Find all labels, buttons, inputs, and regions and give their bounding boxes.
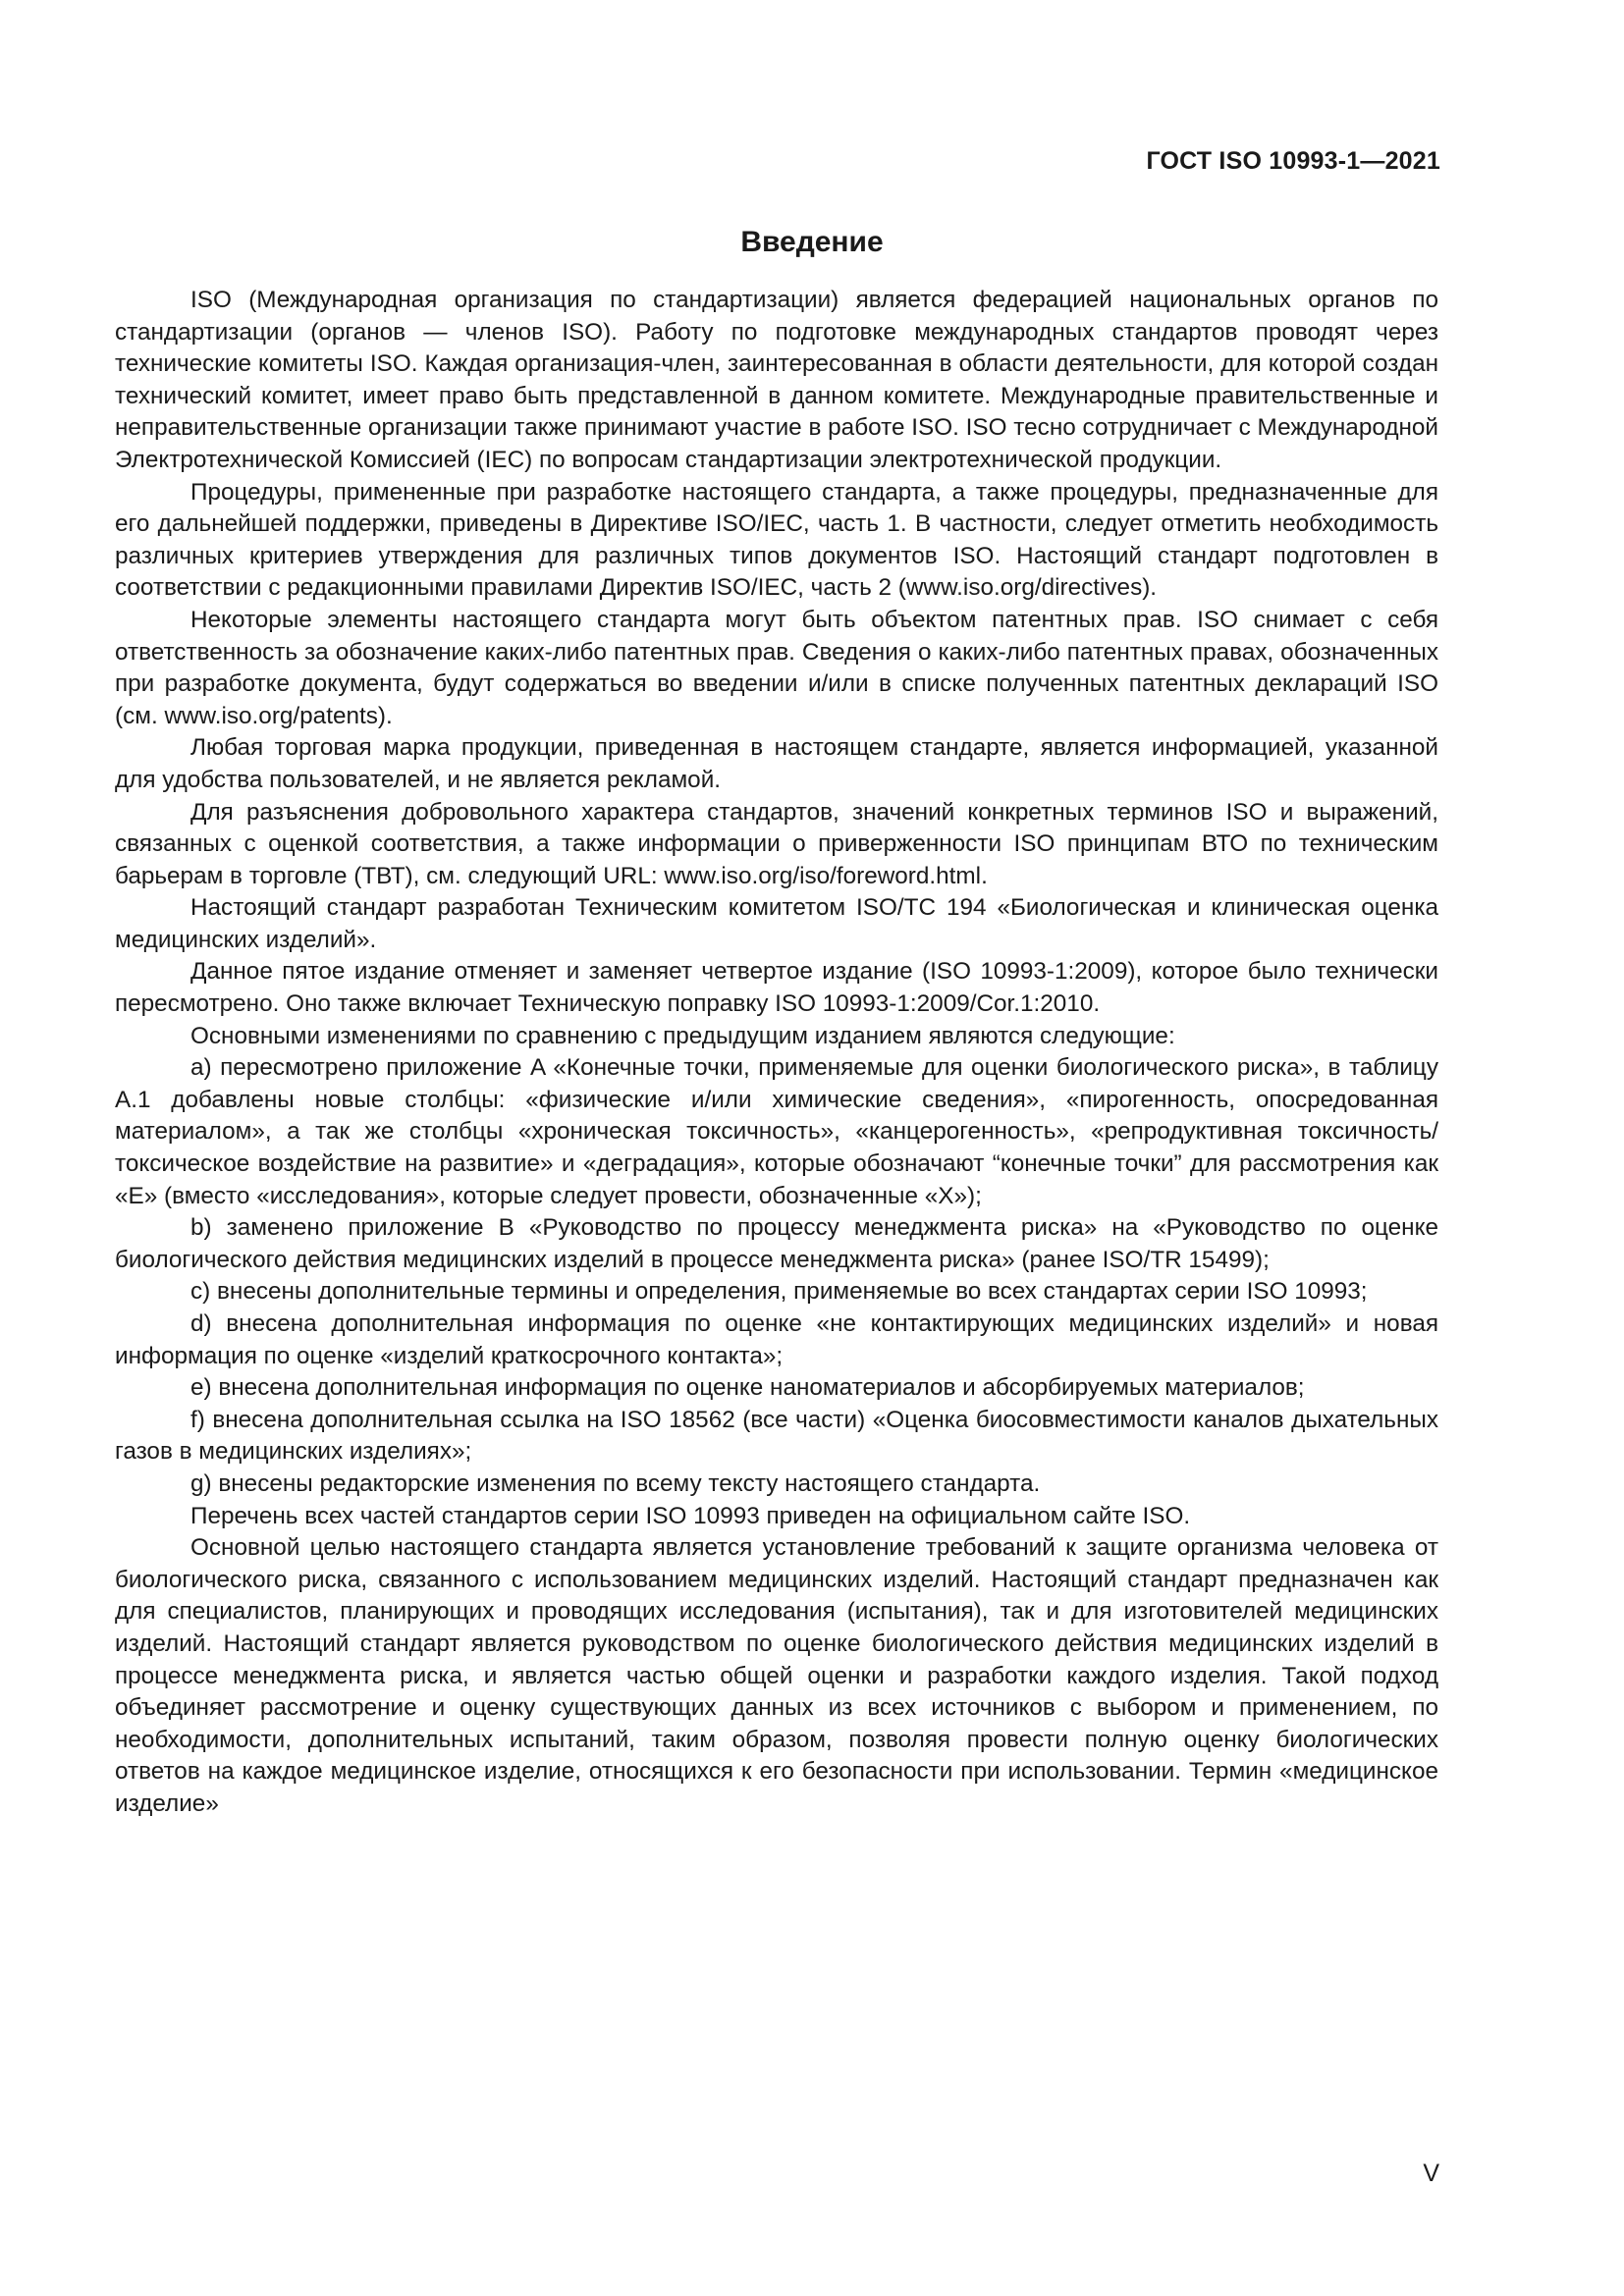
list-item-change-b: b) заменено приложение B «Руководство по процессу менеджмента риска» на «Руководство по оценке биологического действия медицинских изделий в процессе менеджмента риска» (ранее ISO/TR 15499); bbox=[115, 1214, 1438, 1273]
paragraph-iso-intro: ISO (Международная организация по стандартизации) является федерацией национальных органов по стандартизации (органов — членов ISO). Работу по подготовке международных стандартов проводят через технические комитеты ISO. Каждая организация-член, заинтересованная в области деятельности, для которой создан технический комитет, имеет право быть представленной в данном комитете. Международные правительственные и неправительственные организации также принимают участие в работе ISO. ISO тесно сотрудничает с Международной Электротехнической Комиссией (IEC) по вопросам стандартизации электротехнической продукции. bbox=[115, 287, 1438, 473]
paragraph-procedures: Процедуры, примененные при разработке настоящего стандарта, а также процедуры, предназначенные для его дальнейшей поддержки, приведены в Директиве ISO/IEC, часть 1. В частности, следует отметить необходимость различных критериев утверждения для различных типов документов ISO. Настоящий стандарт подготовлен в соответствии с редакционными правилами Директив ISO/IEC, часть 2 (www.iso.org/directives). bbox=[115, 478, 1438, 602]
section-title: Введение bbox=[740, 226, 884, 258]
paragraph-voluntary-nature: Для разъяснения добровольного характера стандартов, значений конкретных терминов ISO и выражений, связанных с оценкой соответствия, а также информации о приверженности ISO принципам ВТО по техническим барьерам в торговле (ТВТ), см. следующий URL: www.iso.org/iso/foreword.html. bbox=[115, 798, 1438, 889]
list-item-change-e: e) внесена дополнительная информация по оценке наноматериалов и абсорбируемых материалов; bbox=[190, 1374, 1305, 1402]
paragraph-changes-intro: Основными изменениями по сравнению с предыдущим изданием являются следующие: bbox=[190, 1022, 1175, 1049]
paragraph-patents: Некоторые элементы настоящего стандарта могут быть объектом патентных прав. ISO снимает с себя ответственность за обозначение каких-либо патентных прав. Сведения о каких-либо патентных правах, обозначенных при разработке документа, будут содержаться во введении и/или в списке полученных патентных деклараций ISO (см. www.iso.org/patents). bbox=[115, 606, 1438, 729]
paragraph-edition: Данное пятое издание отменяет и заменяет четвертое издание (ISO 10993-1:2009), которое было технически пересмотрено. Оно также включает Техническую поправку ISO 10993-1:2009/Cor.1:2010. bbox=[115, 958, 1438, 1018]
list-item-change-a: a) пересмотрено приложение A «Конечные точки, применяемые для оценки биологического риска», в таблицу A.1 добавлены новые столбцы: «физические и/или химические сведения», «пирогенность, опосредованная материалом», а так же столбцы «хроническая токсичность», «канцерогенность», «репродуктивная токсичность/токсическое воздействие на развитие» и «деградация», которые обозначают “конечные точки” для рассмотрения как «E» (вместо «исследования», которые следует провести, обозначенные «X»); bbox=[115, 1054, 1438, 1209]
list-item-change-f: f) внесена дополнительная ссылка на ISO 18562 (все части) «Оценка биосовместимости каналов дыхательных газов в медицинских изделиях»; bbox=[115, 1406, 1438, 1466]
list-item-change-c: c) внесены дополнительные термины и определения, применяемые во всех стандартах серии ISO 10993; bbox=[190, 1278, 1368, 1306]
paragraph-trademark: Любая торговая марка продукции, приведенная в настоящем стандарте, является информацией, указанной для удобства пользователей, и не является рекламой. bbox=[115, 734, 1438, 793]
body-text bbox=[115, 285, 1438, 1821]
paragraph-main-purpose: Основной целью настоящего стандарта является установление требований к защите организма человека от биологического риска, связанного с использованием медицинских изделий. Настоящий стандарт предназначен как для специалистов, планирующих и проводящих исследования (испытания), так и для изготовителей медицинских изделий. Настоящий стандарт является руководством по оценке биологического действия медицинских изделий в процессе менеджмента риска, и является частью общей оценки и разработки каждого изделия. Такой подход объединяет рассмотрение и оценку существующих данных из всех источников с выбором и применением, по необходимости, дополнительных испытаний, таким образом, позволяя провести полную оценку биологических ответов на каждое медицинское изделие, относящихся к его безопасности при использовании. Термин «медицинское изделие» bbox=[115, 1534, 1438, 1817]
paragraph-series-list: Перечень всех частей стандартов серии ISO 10993 приведен на официальном сайте ISO. bbox=[190, 1502, 1191, 1529]
document-id-header: ГОСТ ISO 10993-1—2021 bbox=[1146, 147, 1440, 175]
paragraph-technical-committee: Настоящий стандарт разработан Техническим комитетом ISO/TC 194 «Биологическая и клиническая оценка медицинских изделий». bbox=[115, 894, 1438, 953]
list-item-change-g: g) внесены редакторские изменения по всему тексту настоящего стандарта. bbox=[190, 1469, 1041, 1497]
list-item-change-d: d) внесена дополнительная информация по оценке «не контактирующих медицинских изделий» и новая информация по оценке «изделий краткосрочного контакта»; bbox=[115, 1310, 1438, 1369]
page-number: V bbox=[1423, 2160, 1439, 2187]
